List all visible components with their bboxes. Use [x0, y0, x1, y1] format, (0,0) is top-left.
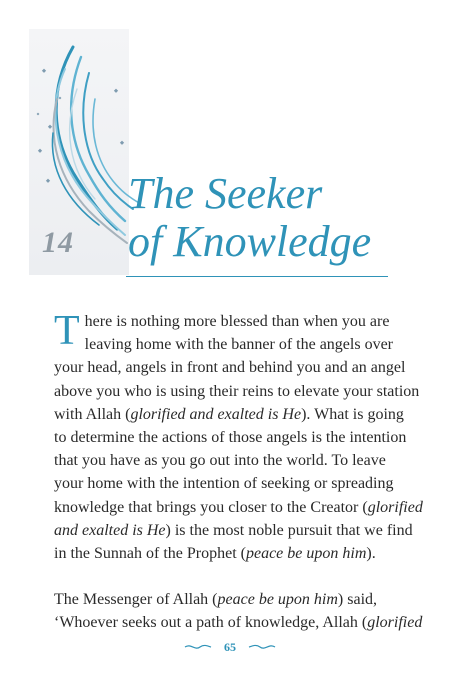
text-segment: ) said, [337, 591, 378, 609]
swirl-right-icon [248, 642, 276, 652]
text-segment: knowledge that brings you closer to the Creator ( [54, 498, 368, 516]
text-segment: your head, angels in front and behind you and an angel [54, 359, 406, 377]
text-line [54, 403, 402, 426]
text-line [54, 449, 402, 472]
italic-phrase: glorified [367, 498, 423, 516]
page-number: 65 [224, 639, 236, 654]
text-segment: to determine the actions of those angels is the intention [54, 429, 407, 447]
text-segment: ) is the most noble pursuit that we find [165, 521, 413, 539]
paragraph-gap [54, 565, 402, 588]
text-line [54, 496, 423, 519]
title-underline [126, 276, 388, 277]
chapter-title-line-2: of Knowledge [128, 217, 372, 266]
text-line [54, 472, 402, 495]
text-segment: The Messenger of Allah ( [54, 591, 218, 609]
text-line [54, 542, 402, 565]
text-line [54, 380, 420, 403]
text-segment: ). What is going [301, 405, 404, 423]
swirl-left-icon [184, 642, 212, 652]
text-segment: ‘Whoever seeks out a path of knowledge, Allah ( [54, 614, 368, 632]
italic-phrase: glorified and exalted is He [130, 405, 302, 423]
text-line [54, 310, 402, 333]
chapter-title [128, 170, 428, 266]
text-line [54, 519, 413, 542]
chapter-number: 14 [42, 226, 74, 259]
text-segment: here is nothing more blessed than when you are [84, 313, 390, 330]
text-segment: ). [366, 545, 376, 563]
italic-phrase: peace be upon him [217, 591, 338, 609]
text-segment: with Allah ( [54, 405, 131, 423]
text-line [54, 333, 402, 356]
paragraph-2 [54, 588, 423, 634]
drop-cap: T [54, 308, 80, 354]
chapter-title-line-1: The Seeker [128, 169, 323, 218]
text-line [54, 588, 402, 611]
page-footer [0, 638, 460, 656]
text-segment: leaving home with the banner of the angels over [84, 336, 393, 354]
body-text [54, 308, 423, 635]
italic-phrase: and exalted is He [54, 521, 166, 539]
italic-phrase: glorified [367, 614, 423, 632]
text-segment: your home with the intention of seeking or spreading [54, 475, 394, 493]
text-line [54, 611, 423, 634]
text-segment: in the Sunnah of the Prophet ( [54, 545, 246, 563]
paragraph-1 [54, 308, 423, 565]
text-segment: above you who is using their reins to elevate your station [54, 382, 420, 400]
text-line [54, 426, 407, 449]
text-line [54, 356, 406, 379]
text-segment: that you have as you go out into the world. To leave [54, 452, 386, 470]
italic-phrase: peace be upon him [245, 545, 367, 563]
